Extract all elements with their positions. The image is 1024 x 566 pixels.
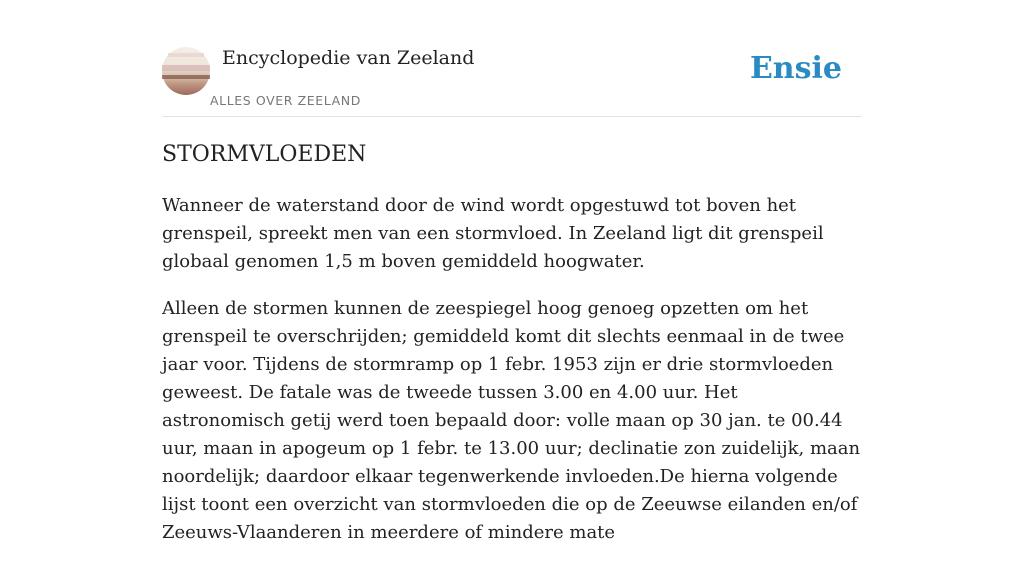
avatar-detail <box>168 53 204 57</box>
article-title: STORMVLOEDEN <box>162 142 367 167</box>
site-subtitle: ALLES OVER ZEELAND <box>210 93 361 108</box>
site-title[interactable]: Encyclopedie van Zeeland <box>222 47 475 69</box>
article-body <box>162 192 862 566</box>
ensie-logo-link[interactable]: Ensie <box>749 51 842 86</box>
content-container <box>162 0 862 543</box>
article-paragraph: Wanneer de waterstand door de wind wordt opgestuwd tot boven het grenspeil, spreekt men van een stormvloed. In Zeeland ligt dit grenspeil globaal genomen 1,5 m boven gemiddeld hoogwater. <box>162 195 824 272</box>
avatar-detail <box>162 65 210 71</box>
article-paragraph: Alleen de stormen kunnen de zeespiegel hoog genoeg opzetten om het grenspeil te overschrijden; gemiddeld komt dit slechts eenmaal in de twee jaar voor. Tijdens de stormramp op 1 febr. 1953 zijn er drie stormvloeden geweest. De fatale was de tweede tussen 3.00 en 4.00 uur. Het astronomisch getij werd toen bepaald door: volle maan op 30 jan. te 00.44 uur, maan in apogeum op 1 febr. te 13.00 uur; declinatie zon zuidelijk, maan noordelijk; daardoor elkaar tegenwerkende invloeden.De hierna volgende lijst toont een overzicht van stormvloeden die op de Zeeuwse eilanden en/of Zeeuws-Vlaanderen in meerdere of mindere mate <box>162 298 861 543</box>
site-avatar[interactable] <box>162 47 210 95</box>
avatar-detail <box>162 75 210 79</box>
site-header <box>162 0 862 117</box>
